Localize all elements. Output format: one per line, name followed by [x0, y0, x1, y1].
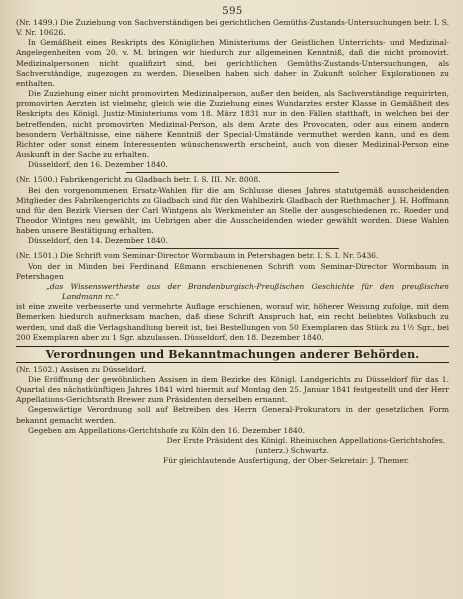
notice-paragraph: Die Zuziehung einer nicht promovirten Medizinalperson, außer den beiden, als Sachverständige requirirten, promovirten Aerzten ist vielmehr, gleich wie die Zuziehung eines Wundarztes erster Klasse in Gemäßheit des Reskripts des Königl. Justiz-Ministeriums vom 18. März 1831 nur in den Fällen statthaft, in welchen bei der betreffenden, nicht promovirten Medizinal-Person, als dem Arzte des Provocaten, oder aus einem andern besondern Verhältnisse, eine nähere Kenntniß der Special-Umstände vermuthet werden kann, und es dem Richter oder sonst einem Interessenten wünschenswerth erscheint, auch von dieser Medizinal-Person eine Auskunft in der Sache zu erhalten. — [16, 89, 449, 160]
notice-signature: Düsseldorf, den 16. Dezember 1840. — [28, 160, 168, 170]
notice-signature: (unterz.) Schwartz. — [255, 446, 329, 456]
section-divider — [16, 362, 449, 363]
page-number: 595 — [222, 6, 243, 17]
notice-1499 — [16, 18, 449, 170]
notice-1501 — [16, 251, 449, 342]
section-divider — [16, 346, 449, 347]
section-title: Verordnungen und Bekanntmachungen anderer Behörden. — [45, 347, 420, 361]
notice-1502 — [16, 365, 449, 467]
notice-heading: (Nr. 1499.) Die Zuziehung von Sachverständigen bei gerichtlichen Gemüths-Zustands-Untersuchungen betr. I. S. V. Nr. 10626. — [16, 18, 449, 38]
notice-paragraph: Gegeben am Appellations-Gerichtshofe zu Köln den 16. Dezember 1840. — [28, 425, 306, 435]
book-title-quote: „das Wissenswertheste aus der Brandenburgisch-Preußischen Geschichte für den preußischen Landmann rc.“ — [46, 281, 449, 302]
notice-signature: Der Erste Präsident des Königl. Rheinischen Appellations-Gerichtshofes. — [166, 435, 445, 445]
notice-paragraph: In Gemäßheit eines Reskripts des Königlichen Ministeriums der Geistlichen Unterrichts- und Medizinal-Angelegenheiten vom 20. v. M. bringen wir hiedurch zur allgemeinen Kenntniß, daß die nicht promovirt. Medizinalpersonen nicht qualifizirt sind, bei gerichtlichen Gemüths-Zustands-Untersuchungen, als Sachverständige, zugezogen zu werden. Dieselben haben sich daher in Zukunft solcher Explorationen zu enthalten. — [16, 38, 449, 88]
notice-paragraph: Bei den vorgenommenen Ersatz-Wahlen für die am Schlusse dieses Jahres statutgemäß ausscheidenden Mitglieder des Fabrikengerichts zu Gladbach sind für den Wahlbezirk Gladbach der Riethmacher J. H. Hoffmann und für den Bezirk Viersen der Carl Wintgens als Werkmeister an Stelle der ausgeschiedenen rc. Roeder und Theodor Wintges neu gewählt, im Uebrigen aber die Ausscheidenden wieder gewählt worden. Diese Wahlen haben unsere Bestätigung erhalten. — [16, 185, 449, 236]
notice-paragraph: ist eine zweite verbesserte und vermehrte Auflage erschienen, worauf wir, höherer Weisung zufolge, mit dem Bemerken hiedurch aufmerksam machen, daß diese Schrift Anspruch hat, ein recht beliebtes Volksbuch zu werden, und daß die Verlagshandlung bereit ist, bei Bestellungen von 50 Exemplaren das Stück zu 1½ Sgr., bei 200 Exemplaren aber zu 1 Sgr. abzulassen. Düsseldorf, den 18. Dezember 1840. — [16, 302, 449, 342]
notice-heading: (Nr. 1501.) Die Schrift vom Seminar-Director Wormbaum in Petershagen betr. I. S. I. Nr. 5436. — [16, 251, 379, 261]
notice-heading: (Nr. 1502.) Assisen zu Düsseldorf. — [16, 364, 146, 374]
notice-paragraph: Gegenwärtige Verordnung soll auf Betreiben des Herrn General-Prokurators in der gesetzlichen Form bekannt gemacht werden. — [16, 405, 449, 425]
divider — [126, 172, 339, 173]
notice-paragraph: Die Eröffnung der gewöhnlichen Assisen in dem Bezirke des Königl. Landgerichts zu Düsseldorf für das 1. Quartal des nächstkünftigen Jahres 1841 wird hiermit auf Montag den 25. Januar 1841 festgestellt und der Herr Appellations-Gerichtsrath Brewer zum Präsidenten derselben ernannt. — [16, 375, 449, 405]
notice-1500 — [16, 175, 449, 246]
notice-signature: Für gleichlautende Ausfertigung, der Ober-Sekretair: J. Themer. — [163, 456, 409, 466]
notice-heading: (Nr. 1500.) Fabrikengericht zu Gladbach betr. I. S. III. Nr. 8008. — [16, 175, 261, 185]
divider — [126, 248, 339, 249]
notice-paragraph: Von der in Minden bei Ferdinand Eßmann erschienenen Schrift vom Seminar-Director Wormbaum in Petershagen — [16, 261, 449, 281]
notice-signature: Düsseldorf, den 14. Dezember 1840. — [28, 236, 168, 246]
